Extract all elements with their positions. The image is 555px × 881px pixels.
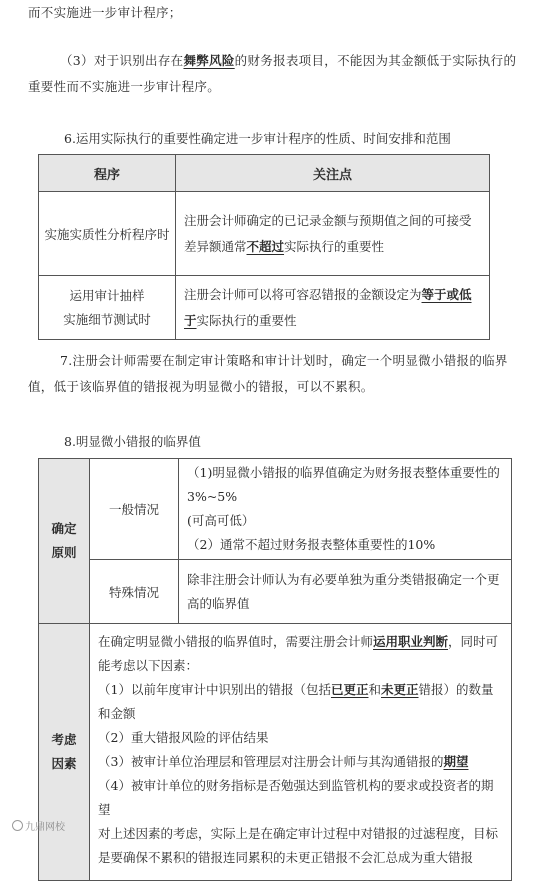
intro-line: 而不实施进一步审计程序； (28, 5, 182, 20)
focus-key-term: 不超过 (246, 238, 285, 254)
text-line: (可高可低） (187, 513, 255, 528)
procedure-line: 实施细节测试时 (63, 311, 151, 327)
column-header-focus: 关注点 (176, 155, 490, 192)
focus-text: 注册会计师确定的已记录金额与预期值之间的可接受差异额通常 (184, 212, 472, 254)
intro-text-end: ，同时可能考虑以下因素： (98, 634, 499, 673)
focus-text-end: 实际执行的重要性 (196, 312, 297, 328)
table-row (39, 560, 512, 624)
factors-conclusion: 对上述因素的考虑，实际上是在确定审计过程中对错报的过滤程度，目标是要确保不累积的错报连同累积的未更正错报不会汇总成为重大错报 (98, 826, 499, 865)
factor-item: （2）重大错报风险的评估结果 (98, 730, 269, 745)
focus-text-end: 实际执行的重要性 (284, 238, 385, 254)
text-line: （2）通常不超过财务报表整体重要性的10% (187, 537, 436, 552)
factor-key-term: 期望 (443, 754, 469, 769)
general-case-text (179, 459, 512, 560)
factors-header (39, 624, 90, 881)
focus-key-term: 等于或低于 (184, 286, 472, 328)
focus-text: 注册会计师可以将可容忍错报的金额设定为 (184, 286, 422, 302)
watermark-icon (12, 820, 23, 831)
factor-key-term: 已更正 (330, 682, 369, 697)
p3-prefix: （3）对于识别出存在 (60, 53, 184, 68)
table-row (39, 624, 512, 881)
p3-suffix: 的财务报表项目，不能因为其金额低于实际执行的重要性而不实施进一步审计程序。 (28, 53, 517, 94)
watermark-logo (12, 818, 65, 833)
header-line: 因素 (51, 756, 77, 771)
section8-heading: 8.明显微小错报的临界值 (64, 434, 201, 449)
focus-cell (176, 192, 490, 276)
section6-heading: 6.运用实际执行的重要性确定进一步审计程序的性质、时间安排和范围 (64, 131, 451, 146)
header-line: 原则 (51, 545, 77, 560)
factors-list (90, 624, 512, 881)
factor-item: （4）被审计单位的财务指标是否勉强达到监管机构的要求或投资者的期望 (98, 778, 494, 817)
general-case-label: 一般情况 (90, 459, 179, 560)
table-header-row (39, 155, 490, 192)
factor-text: 错报）的数量和金额 (98, 682, 494, 721)
watermark-text: 九鼎网校 (25, 822, 65, 833)
factor-text: （3）被审计单位治理层和管理层对注册会计师与其沟通错报的 (98, 754, 444, 769)
intro-continuation (28, 0, 528, 26)
p3-key-term: 舞弊风险 (183, 53, 235, 68)
factor-item (98, 750, 503, 774)
procedure-cell: 实施实质性分析程序时 (39, 192, 176, 276)
factor-text: （1）以前年度审计中识别出的错报（包括 (98, 682, 331, 697)
section8-table (38, 458, 512, 881)
intro-key-term: 运用职业判断 (373, 634, 449, 649)
procedure-line: 运用审计抽样 (69, 287, 145, 303)
factor-key-term: 未更正 (381, 682, 419, 697)
focus-cell (176, 276, 490, 340)
section7-paragraph: 7.注册会计师需要在制定审计策略和审计计划时，确定一个明显微小错报的临界值，低于该临界值的错报视为明显微小的错报，可以不累积。 (28, 353, 508, 394)
section6-table (38, 154, 490, 340)
column-header-procedure: 程序 (39, 155, 176, 192)
intro-text: 在确定明显微小错报的临界值时，需要注册会计师 (98, 634, 374, 649)
special-case-text: 除非注册会计师认为有必要单独为重分类错报确定一个更高的临界值 (179, 560, 512, 624)
header-line: 确定 (51, 521, 77, 536)
table-row (39, 276, 490, 340)
factor-item (98, 678, 503, 726)
paragraph-3 (28, 48, 528, 100)
special-case-label: 特殊情况 (90, 560, 179, 624)
text-line: （1)明显微小错报的临界值确定为财务报表整体重要性的3%~5% (187, 465, 500, 504)
table-row (39, 459, 512, 560)
factors-intro (98, 630, 503, 678)
principle-header (39, 459, 90, 624)
factor-text: 和 (368, 682, 381, 697)
procedure-cell (39, 276, 176, 340)
table-row (39, 192, 490, 276)
header-line: 考虑 (51, 732, 77, 747)
